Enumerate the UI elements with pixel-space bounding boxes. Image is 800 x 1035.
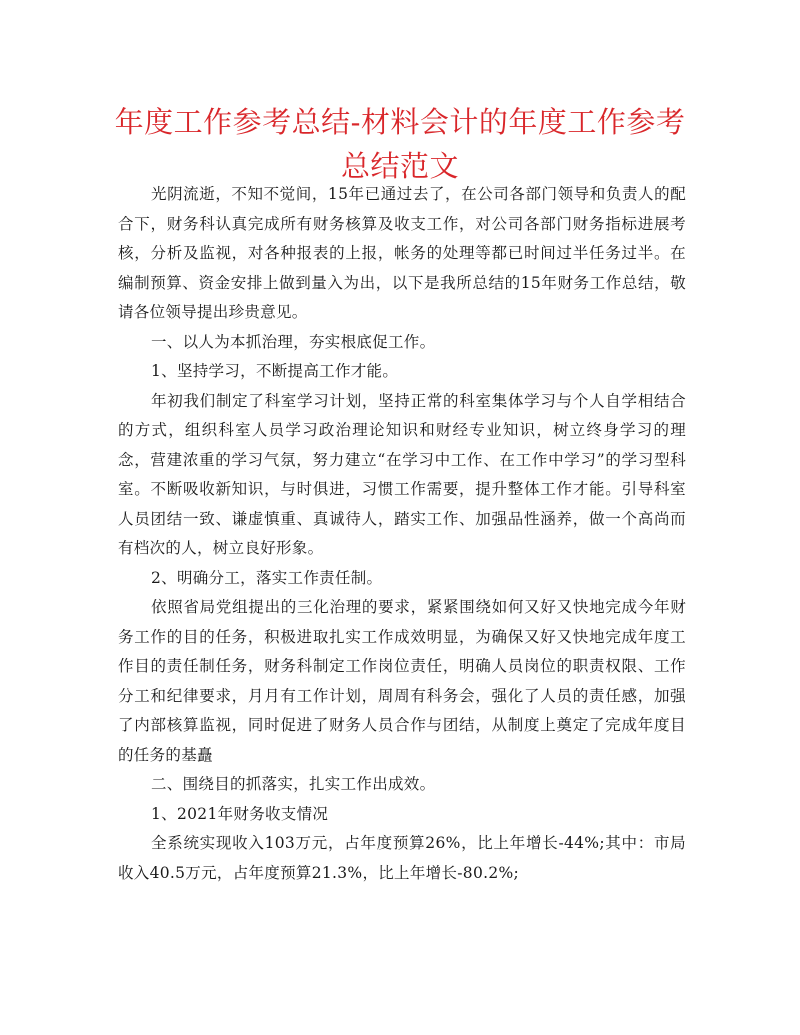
subheading-2-1: 1、2021年财务收支情况	[151, 804, 329, 823]
document-body	[118, 180, 686, 888]
section-heading-1: 一、以人为本抓治理，夯实根底促工作。	[151, 332, 436, 351]
subheading-1-2: 2、明确分工，落实工作责任制。	[151, 568, 383, 587]
paragraph-responsibility: 依照省局党组提出的三化治理的要求，紧紧围绕如何又好又快地完成今年财务工作的目的任务，积极进取扎实工作成效明显，为确保又好又快地完成年度工作目的责任制任务，财务科制定工作岗位责任，明确人员岗位的职责权限、工作分工和纪律要求，月月有工作计划，周周有科务会，强化了人员的责任感，加强了内部核算监视，同时促进了财务人员合作与团结，从制度上奠定了完成年度目的任务的基矗	[118, 598, 686, 764]
paragraph-study: 年初我们制定了科室学习计划，坚持正常的科室集体学习与个人自学相结合的方式，组织科室人员学习政治理论知识和财经专业知识，树立终身学习的理念，营建浓重的学习气氛，努力建立“在学习中工作、在工作中学习”的学习型科室。不断吸收新知识，与时俱进，习惯工作需要，提升整体工作才能。引导科室人员团结一致、谦虚慎重、真诚待人，踏实工作、加强品性涵养，做一个高尚而有档次的人，树立良好形象。	[118, 391, 686, 557]
section-heading-2: 二、围绕目的抓落实，扎实工作出成效。	[151, 775, 436, 793]
paragraph-intro: 光阴流逝，不知不觉间，15年已通过去了，在公司各部门领导和负责人的配合下，财务科认真完成所有财务核算及收支工作，对公司各部门财务指标进展考核，分析及监视，对各种报表的上报，帐务的处理等都已时间过半任务过半。在编制预算、资金安排上做到量入为出，以下是我所总结的15年财务工作总结，敬请各位领导提出珍贵意见。	[118, 185, 686, 321]
subheading-1-1: 1、坚持学习，不断提高工作才能。	[151, 362, 399, 380]
document-title: 年度工作参考总结-材料会计的年度工作参考总结范文	[114, 105, 686, 183]
paragraph-finance: 全系统实现收入103万元，占年度预算26%，比上年增长-44%;其中：市局收入40.5万元，占年度预算21.3%，比上年增长-80.2%;	[118, 834, 686, 882]
